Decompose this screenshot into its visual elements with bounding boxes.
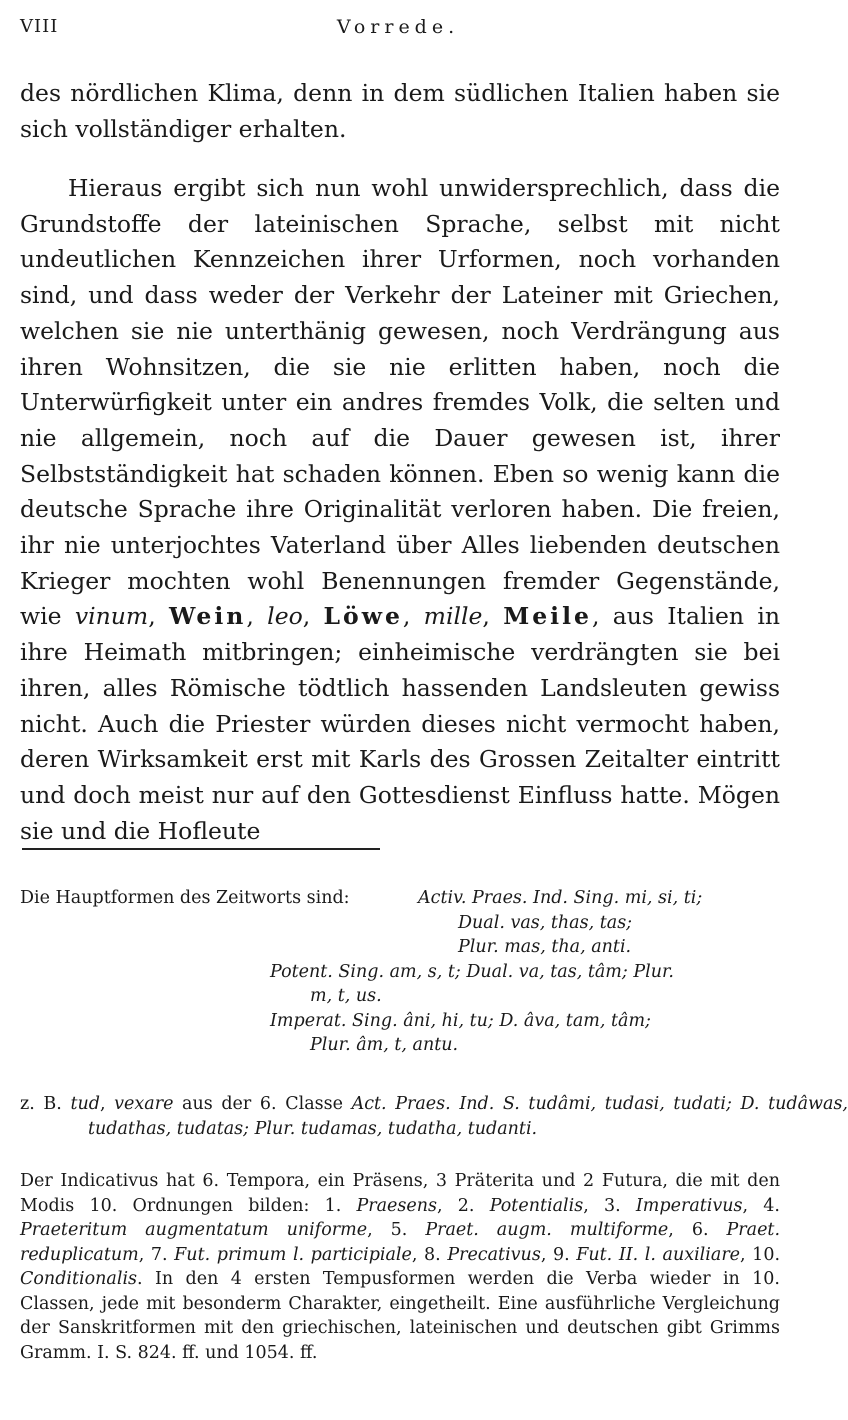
footnote-text-run: . In den 4 ersten Tempusformen werden die Verba wieder in 10. Classen, jede mit besonderm Charakter, eingetheilt. Eine ausführliche Vergleichung der Sanskritformen mit den griechischen, lateinischen und deutschen gibt Grimms Gramm. I. S. 824. ff. und 1054. ff. [20, 1269, 780, 1363]
footnote-italic-run: Praeteritum augmentatum uniforme [20, 1220, 368, 1240]
footnote-verb-forms [20, 886, 780, 1058]
footnote-line [20, 1009, 780, 1034]
footnote-italic-run: Fut. II. l. auxiliare [576, 1244, 741, 1265]
footnote-italic-run: Praesens [356, 1195, 438, 1216]
footnote-lead: Die Hauptformen des Zeitworts sind: [20, 888, 350, 908]
punctuation: , [148, 602, 169, 631]
footnote-italic-run: vexare [114, 1094, 174, 1114]
footnote-imperat-cont: Plur. âm, t, antu. [310, 1035, 459, 1055]
footnote-text-run: aus der 6. Classe [173, 1094, 352, 1114]
footnote-italic-run: Praet. reduplicatum [20, 1220, 781, 1265]
footnote-plur: Plur. mas, tha, anti. [458, 937, 632, 957]
latin-word: vinum [74, 602, 149, 631]
german-word: Wein [168, 602, 247, 631]
body-paragraph: des nördlichen Klima, denn in dem südlichen Italien haben sie sich vollständiger erhalten. [20, 79, 780, 143]
footnote-imperat: Imperat. Sing. âni, hi, tu; D. âva, tam, tâm; [270, 1010, 651, 1031]
footnote-text-run: , 8. [411, 1244, 448, 1265]
footnote-text-run: z. B. [20, 1094, 71, 1114]
german-word: Meile [503, 602, 592, 631]
footnote-italic-run: Precativus [447, 1244, 541, 1265]
punctuation: , [402, 602, 424, 631]
footnote-text-run: , 3. [583, 1195, 636, 1216]
page-title: Vorrede. [336, 16, 460, 38]
footnote-text-run: Der Indicativus hat 6. Tempora, ein Präsens, 3 Präterita und 2 Futura, die mit den Modis 10. Ordnungen bilden: 1. [20, 1171, 780, 1216]
footnote-activ: Activ. Praes. Ind. Sing. mi, si, ti; [418, 888, 703, 908]
footnote-line [20, 935, 780, 960]
punctuation: , [246, 602, 268, 631]
footnote-italic-run: Fut. primum l. participiale [174, 1244, 412, 1265]
punctuation: , [482, 602, 504, 631]
footnote-italic-run: Conditionalis [20, 1269, 138, 1289]
footnote-line [20, 984, 780, 1009]
latin-word: mille [423, 602, 483, 631]
footnote-line [20, 960, 780, 985]
footnote-text-run: , 10. [740, 1244, 781, 1265]
footnote-italic-run: Imperativus [635, 1195, 743, 1216]
footnote-italic-run: Act. Praes. Ind. S. tudâmi, tudasi, tudati; D. tudâwas, tudathas, tudatas; Plur. tudamas, tudatha, tudanti. [88, 1094, 848, 1139]
footnote-line [20, 1033, 780, 1058]
footnote-divider [22, 848, 380, 850]
footnote-italic-run: Potentialis [489, 1195, 584, 1216]
latin-word: leo [267, 602, 303, 631]
footnote-text-run: , [99, 1094, 115, 1114]
footnote-potent: Potent. Sing. am, s, t; Dual. va, tas, tâm; Plur. [270, 961, 674, 982]
body-text-run: Hieraus ergibt sich nun wohl unwidersprechlich, dass die Grundstoffe der lateinischen Sprache, selbst mit nicht undeutlichen Kennzeichen ihrer Urformen, noch vorhanden sind, und dass weder der Verkehr der Lateiner mit Griechen, welchen sie nie unterthänig gewesen, noch Verdrängung aus ihren Wohnsitzen, die sie nie erlitten haben, noch die Unterwürfigkeit unter ein andres fremdes Volk, die selten und nie allgemein, noch auf die Dauer gewesen ist, ihrer Selbstständigkeit hat schaden können. Eben so wenig kann die deutsche Sprache ihre Originalität verloren haben. Die freien, ihr nie unterjochtes Vaterland über Alles liebenden deutschen Krieger mochten wohl Benennungen fremder Gegenstände, wie [20, 174, 780, 631]
footnote-text-run: , 4. [742, 1195, 780, 1216]
footnote-text-run: , 9. [540, 1244, 577, 1265]
footnote-line [20, 886, 780, 911]
footnote-potent-cont: m, t, us. [310, 986, 382, 1006]
footnote-tenses [20, 1169, 780, 1365]
footnote-italic-run: Praet. augm. multiforme [425, 1220, 669, 1240]
page-number: VIII [20, 16, 59, 37]
footnote-text-run: , 5. [367, 1220, 426, 1240]
german-word: Löwe [323, 602, 403, 631]
punctuation: , [302, 602, 324, 631]
footnote-line [20, 911, 780, 936]
footnote-example [20, 1092, 848, 1141]
footnote-text-run: , 6. [668, 1220, 727, 1240]
running-head [20, 16, 776, 46]
body-text-run: , aus Italien in ihre Heimath mitbringen; einheimische verdrängten sie bei ihren, alles Römische tödtlich hassenden Landsleuten gewiss nicht. Auch die Priester würden dieses nicht vermocht haben, deren Wirksamkeit erst mit Karls des Grossen Zeitalter eintritt und doch meist nur auf den Gottesdienst Einfluss hatte. Mögen sie und die Hofleute [20, 602, 780, 845]
body-paragraph [20, 171, 780, 849]
footnote-italic-run: tud [70, 1094, 100, 1114]
footnote-text-run: , 7. [138, 1244, 175, 1265]
footnote-text-run: , 2. [437, 1195, 490, 1216]
footnote-dual: Dual. vas, thas, tas; [458, 912, 633, 933]
